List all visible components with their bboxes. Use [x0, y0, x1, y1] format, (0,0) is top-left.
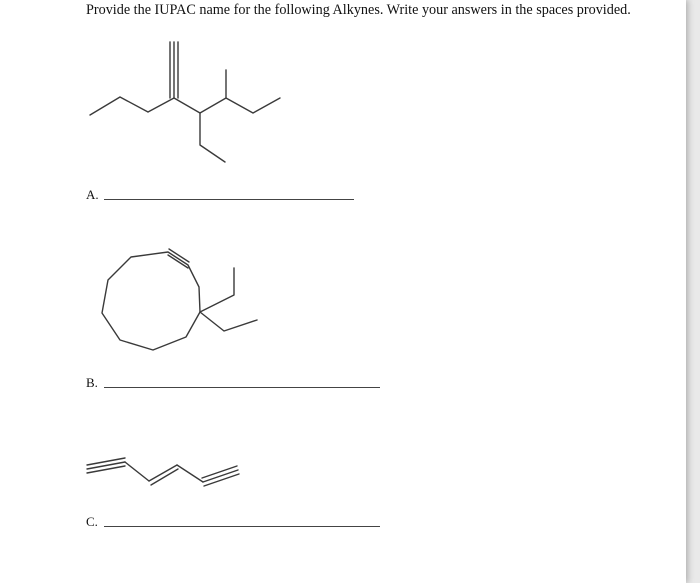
- question-b-label: B.: [86, 375, 98, 390]
- structure-c-skeleton: [87, 458, 239, 486]
- question-c-label: C.: [86, 514, 98, 529]
- instruction-text: Provide the IUPAC name for the following Alkynes. Write your answers in the spaces provided.: [86, 2, 631, 18]
- question-a-label: A.: [86, 187, 99, 202]
- answer-field-c[interactable]: [104, 526, 380, 527]
